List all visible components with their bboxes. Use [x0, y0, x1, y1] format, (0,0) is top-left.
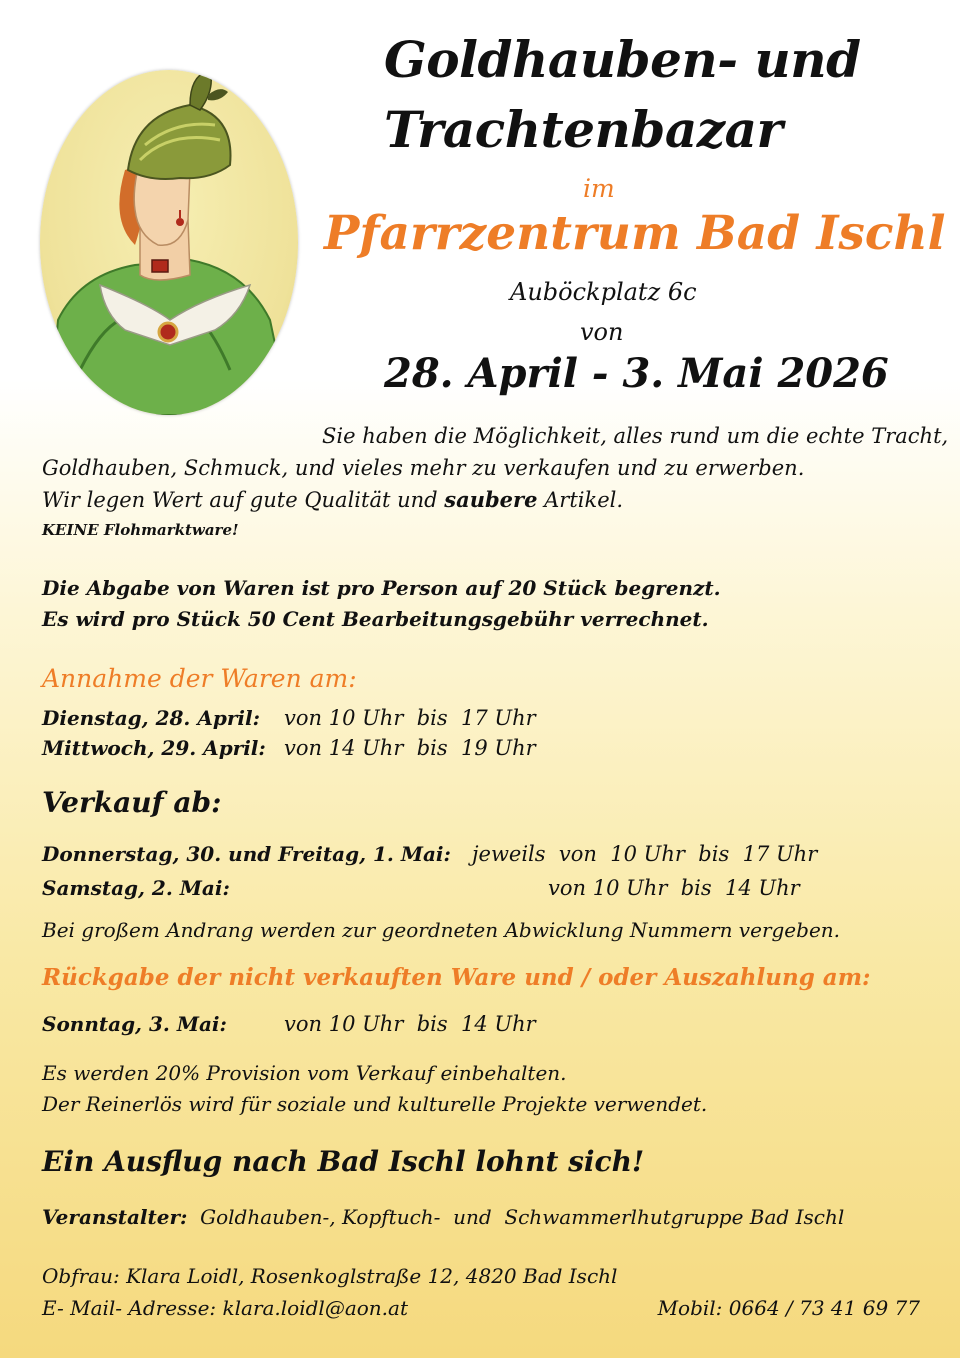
intro-line2: Goldhauben, Schmuck, und vieles mehr zu verkaufen und zu erwerben. [42, 456, 805, 480]
title-line1: Goldhauben- und [384, 30, 861, 89]
rueckgabe-heading: Rückgabe der nicht verkauften Ware und / oder Auszahlung am: [42, 964, 871, 991]
verkauf-day-2: Samstag, 2. Mai: [42, 876, 230, 900]
emphasis-saubere: saubere [444, 487, 538, 512]
verkauf-heading: Verkauf ab: [42, 786, 222, 819]
no-flea-market-note: KEINE Flohmarktware! [42, 521, 239, 539]
address: Auböckplatz 6c [510, 278, 697, 306]
intro-line1: Sie haben die Möglichkeit, alles rund um die echte Tracht, [322, 424, 949, 448]
annahme-time-1: von 10 Uhr bis 17 Uhr [284, 706, 536, 730]
annahme-day-1: Dienstag, 28. April: [42, 706, 260, 730]
organizer-line [42, 1205, 844, 1229]
verkauf-day-1: Donnerstag, 30. und Freitag, 1. Mai: [42, 842, 451, 866]
rules-line2: Es wird pro Stück 50 Cent Bearbeitungsgebühr verrechnet. [42, 607, 709, 631]
title-line2: Trachtenbazar [384, 100, 783, 159]
organizer-label: Veranstalter: [42, 1205, 188, 1229]
im-label: im [583, 174, 615, 203]
annahme-time-2: von 14 Uhr bis 19 Uhr [284, 736, 536, 760]
contact-obfrau: Obfrau: Klara Loidl, Rosenkoglstraße 12, 4820 Bad Ischl [42, 1264, 618, 1288]
annahme-day-2: Mittwoch, 29. April: [42, 736, 266, 760]
intro-line3: Wir legen Wert auf gute Qualität und saubere Artikel. [42, 487, 624, 512]
slogan: Ein Ausflug nach Bad Ischl lohnt sich! [42, 1145, 645, 1178]
portrait-illustration [40, 70, 298, 415]
venue-title: Pfarrzentrum Bad Ischl [324, 206, 946, 261]
von-label: von [580, 318, 624, 346]
rules-line1: Die Abgabe von Waren ist pro Person auf 20 Stück begrenzt. [42, 576, 721, 600]
verkauf-time-1: jeweils von 10 Uhr bis 17 Uhr [472, 842, 818, 866]
verkauf-time-2: von 10 Uhr bis 14 Uhr [548, 876, 800, 900]
annahme-heading: Annahme der Waren am: [42, 664, 357, 693]
rueckgabe-day: Sonntag, 3. Mai: [42, 1012, 227, 1036]
verkauf-note: Bei großem Andrang werden zur geordneten Abwicklung Nummern vergeben. [42, 918, 841, 942]
organizer-value: Goldhauben-, Kopftuch- und Schwammerlhutgruppe Bad Ischl [200, 1205, 845, 1229]
contact-email[interactable]: E- Mail- Adresse: klara.loidl@aon.at [42, 1296, 408, 1320]
rueckgabe-time: von 10 Uhr bis 14 Uhr [284, 1012, 536, 1036]
provision-line2: Der Reinerlös wird für soziale und kulturelle Projekte verwendet. [42, 1092, 708, 1116]
woman-portrait-drawing [40, 70, 298, 415]
contact-mobile[interactable]: Mobil: 0664 / 73 41 69 77 [657, 1296, 920, 1320]
event-dates: 28. April - 3. Mai 2026 [384, 350, 889, 397]
provision-line1: Es werden 20% Provision vom Verkauf einbehalten. [42, 1061, 567, 1085]
